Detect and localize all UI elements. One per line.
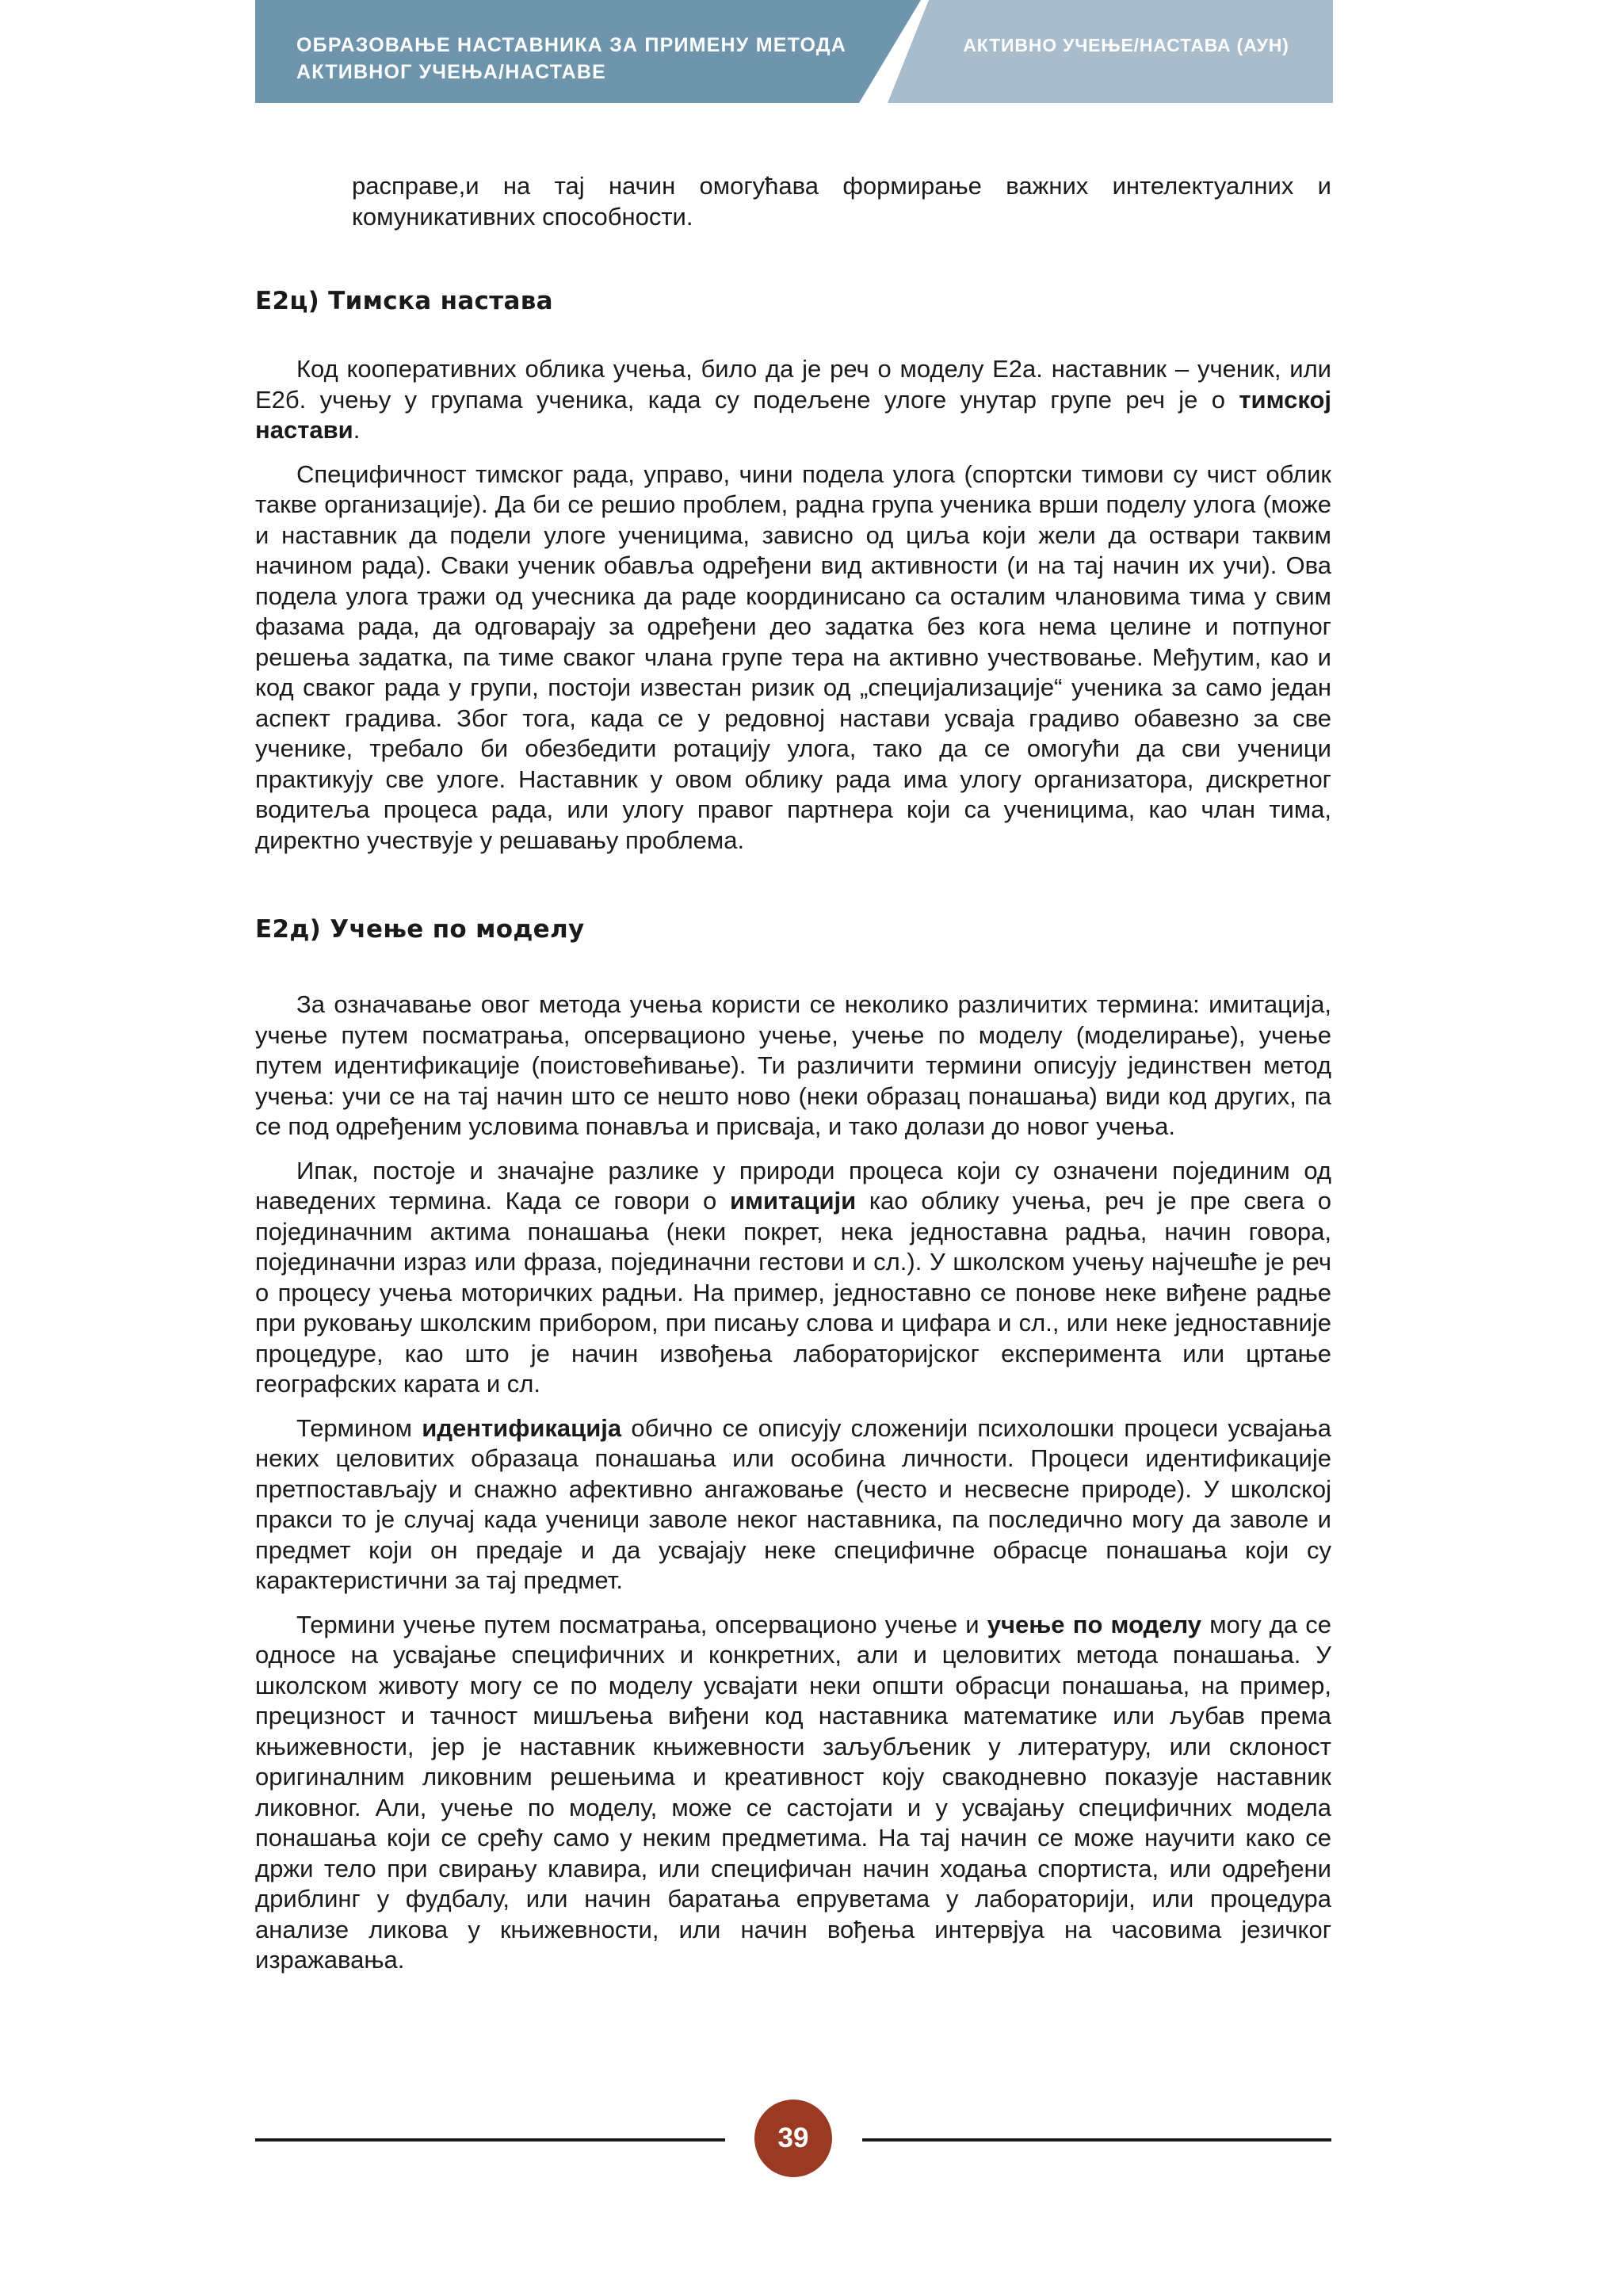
paragraph: Термини учење путем посматрања, опсервационо учење и учење по моделу могу да се односе на усвајање специфичних и конкретних, али и целовитих метода понашања. У школском животу могу се по моделу усвајати неки општи обрасци понашања, на пример, прецизност и тачност мишљења виђени код наставника математике или љубав према књижевности, јер је наставник књижевности заљубљеник у литературу, или склоност оригиналним ликовним решењима и креативност коју свакодневно показује наставник ликовног. Али, учење по моделу, може се састојати и у усвајању специфичних модела понашања који се срећу само у неким предметима. На тај начин се може научити како се држи тело при свирању клавира, или специфичан начин ходања спортиста, или одређени дриблинг у фудбалу, или начин баратања епруветама у лабораторији, или процедура анализе ликова у књижевности, или начин вођења интервјуа на часовима језичког изражавања. bbox=[255, 1610, 1331, 1974]
page-number-badge: 39 bbox=[754, 2100, 832, 2177]
paragraph: За означавање овог метода учења користи се неколико различитих термина: имитација, учење путем посматрања, опсервационо учење, учење по моделу (моделирање), учење путем идентификације (поистовећивање). Ти различити термини описују јединствен метод учења: учи се на тај начин што се нешто ново (неки образац понашања) види код других, па се под одређеним условима понавља и присваја, и тако долази до новог учења. bbox=[255, 990, 1331, 1140]
header-left-title-line2: АКТИВНОГ УЧЕЊА/НАСТАВЕ bbox=[296, 61, 606, 83]
emphasis: учење по моделу bbox=[987, 1610, 1202, 1638]
header-left-title-line1: ОБРАЗОВАЊЕ НАСТАВНИКА ЗА ПРИМЕНУ МЕТОДА bbox=[296, 34, 847, 56]
footer-rule-left bbox=[255, 2138, 725, 2142]
emphasis: тимској настави bbox=[255, 385, 1331, 444]
emphasis: идентификација bbox=[422, 1413, 622, 1442]
page-header bbox=[255, 0, 1333, 103]
header-right-title: АКТИВНО УЧЕЊЕ/НАСТАВА (АУН) bbox=[963, 35, 1289, 55]
paragraph: Термином идентификација обично се описују сложенији психолошки процеси усвајања неких целовитих образаца понашања или особина личности. Процеси идентификације претпостављају и снажно афективно ангажовање (често и несвесне природе). У школској пракси то је случај када ученици заволе неког наставника, па последично могу да заволе и предмет који он предаје и да усвајају неке специфичне обрасце понашања који су карактеристични за тај предмет. bbox=[255, 1413, 1331, 1594]
paragraph: Код кооперативних облика учења, било да је реч о моделу Е2а. наставник – ученик, или Е2б. учењу у групама ученика, када су подељене улоге унутар групе реч је о тимској настави. bbox=[255, 355, 1331, 444]
page-footer bbox=[255, 2100, 1333, 2179]
paragraph: Специфичност тимског рада, управо, чини подела улога (спортски тимови су чист облик такве организације). Да би се решио проблем, радна група ученика врши поделу улога (може и наставник да подели улоге ученицима, зависно од циља који жели да оствари таквим начином рада). Сваки ученик обавља одређени вид активности (и на тај начин их учи). Ова подела улога тражи од учесника да раде координисано са осталим члановима тима у свим фазама рада, да одговарају за одређени део задатка без кога нема целине и потпуног решења задатка, па тиме сваког члана групе тера на активно учествовање. Међутим, као и код сваког рада у групи, постоји известан ризик од „специјализације“ ученика за само један аспект градива. Због тога, када се у редовној настави усваја градиво обавезно за све ученике, требало би обезбедити ротацију улога, тако да се омогући да сви ученици практикују све улоге. Наставник у овом облику рада има улогу организатора, дискретног водитеља процеса рада, или улогу правог партнера који са ученицима, као члан тима, директно учествује у решавању проблема. bbox=[255, 460, 1331, 854]
footer-rule-right bbox=[862, 2138, 1331, 2142]
section-heading-team-teaching: Е2ц) Тимска настава bbox=[255, 287, 553, 315]
section-heading-model-learning: Е2д) Учење по моделу bbox=[255, 915, 585, 944]
intro-continuation: расправе,и на тај начин омогућава формирање важних интелектуалних и комуникативних способности. bbox=[352, 172, 1331, 231]
paragraph: Ипак, постоје и значајне разлике у природи процеса који су означени појединим од наведених термина. Када се говори о имитацији као облику учења, реч је пре свега о појединачним актима понашања (неки покрет, нека једноставна радња, начин говора, појединачни израз или фраза, појединачни гестови и сл.). У школском учењу најчешће је реч о процесу учења моторичких радњи. На пример, једноставно се понове неке виђене радње при руковању школским прибором, при писању слова и цифара и сл., или неке једноставније процедуре, као што је начин извођења лабораторијског експеримента или цртање географских карата и сл. bbox=[255, 1156, 1332, 1398]
emphasis: имитацији bbox=[729, 1187, 857, 1215]
page-content bbox=[255, 171, 1331, 1989]
